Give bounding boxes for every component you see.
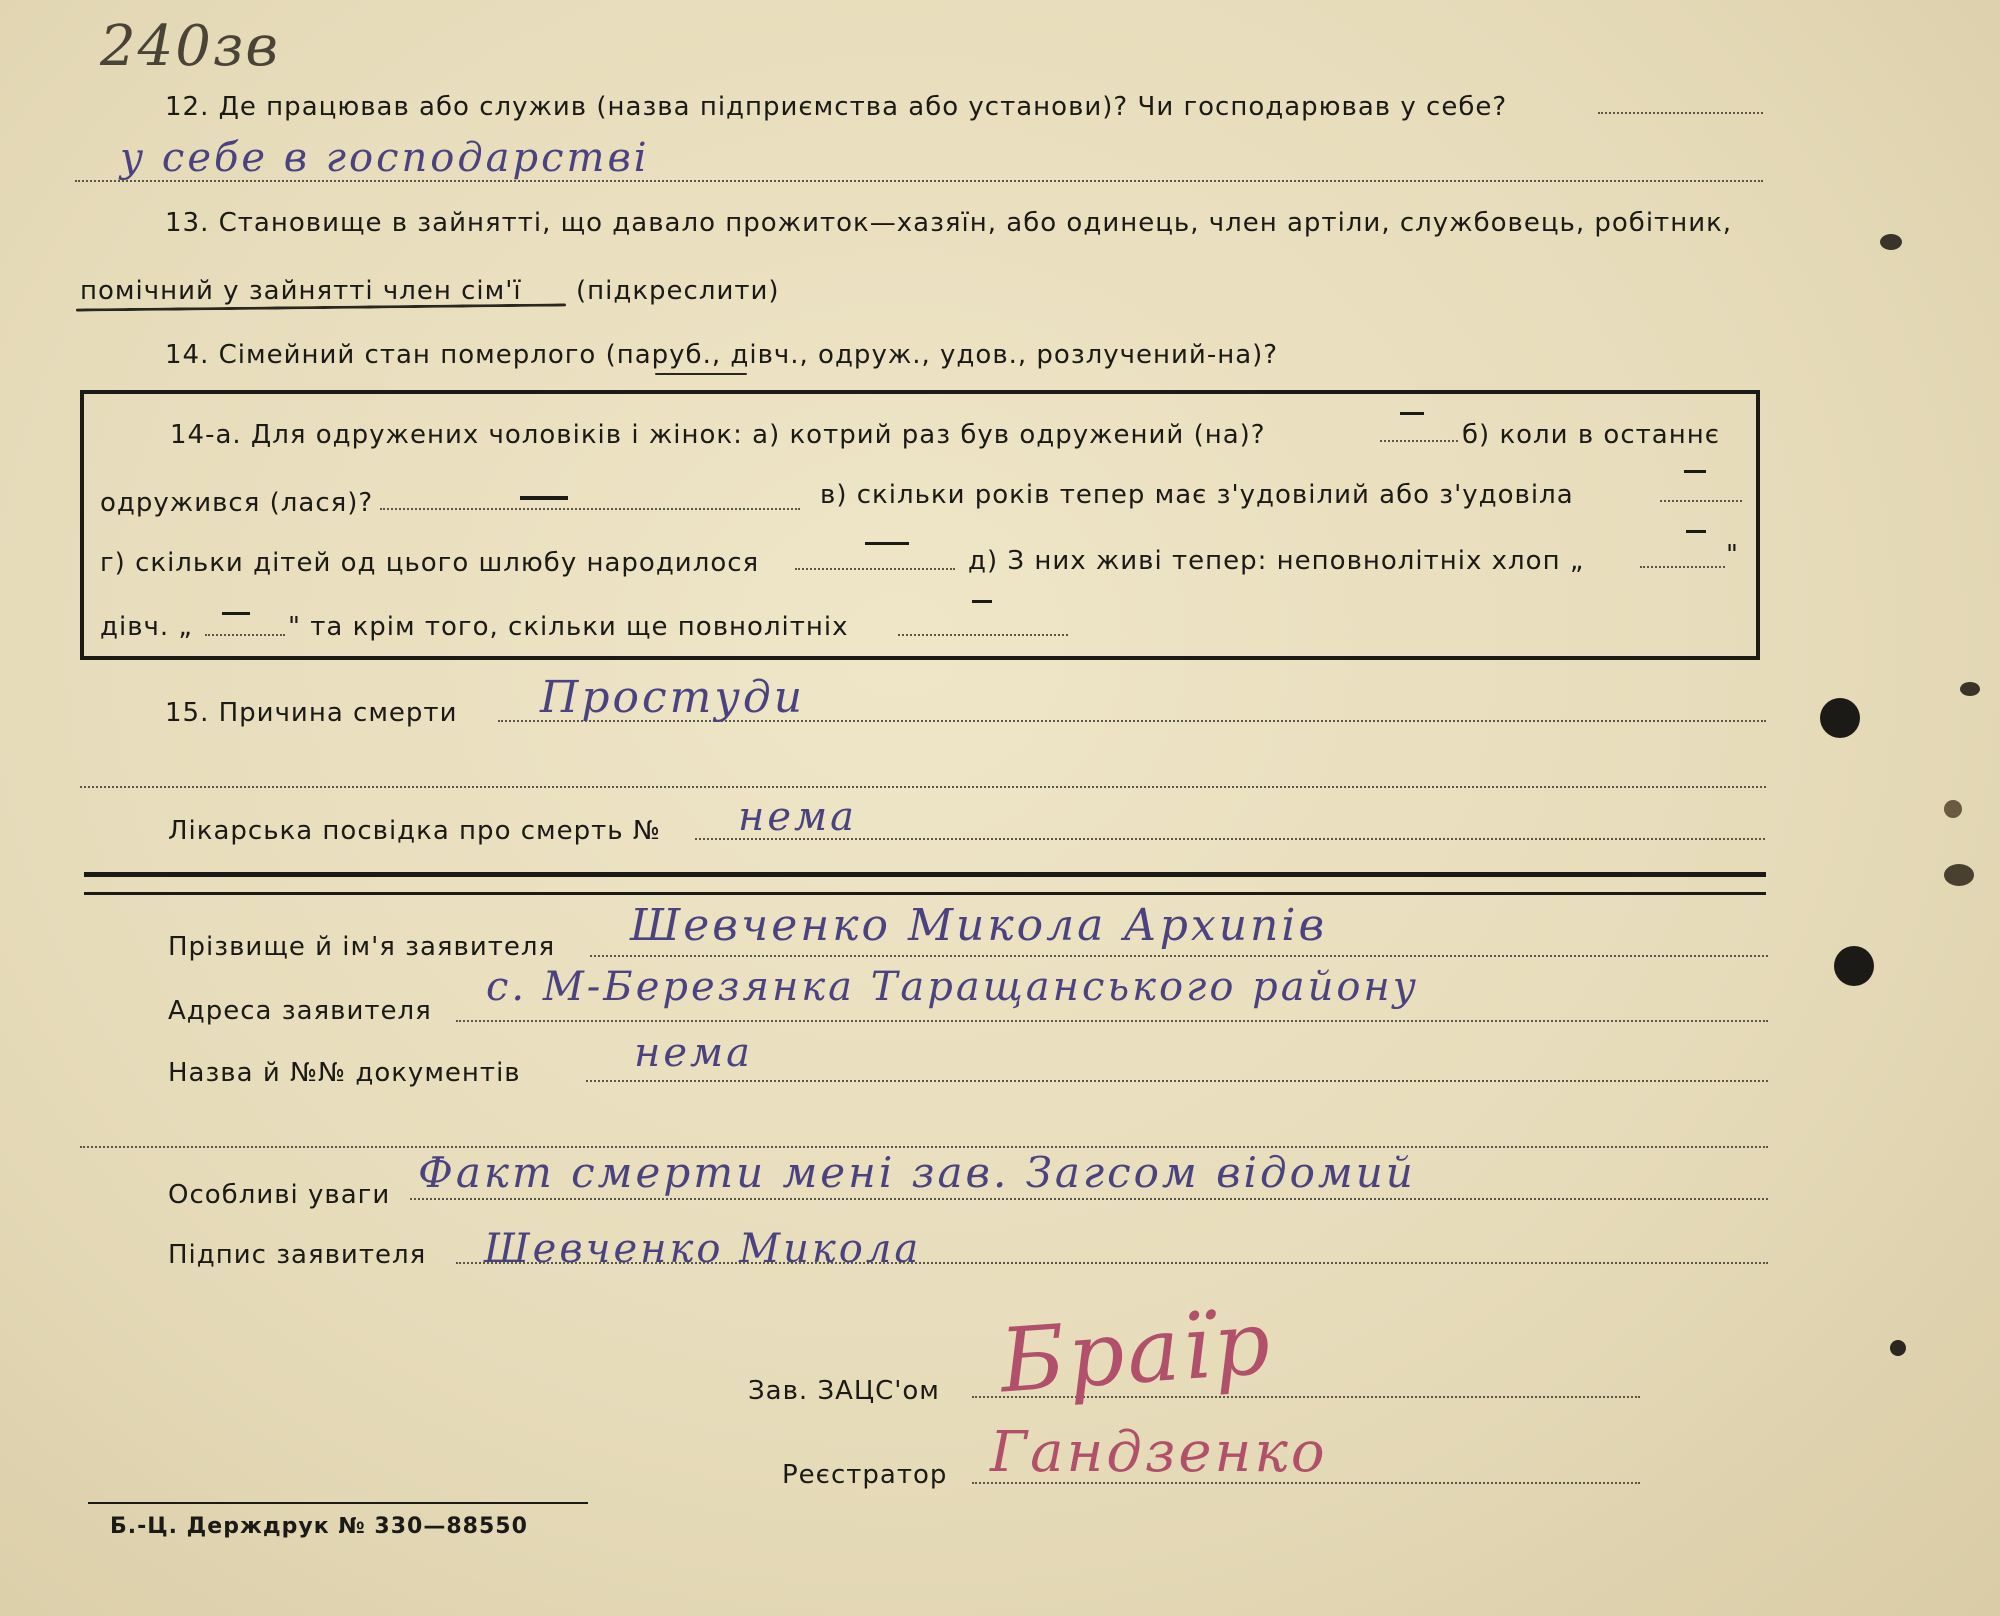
q14a-dots-2b — [1660, 500, 1742, 502]
applicant-name-value: Шевченко Микола Архипів — [630, 900, 1328, 951]
q14a-dots-2 — [380, 508, 800, 510]
binding-hole — [1820, 698, 1860, 738]
archive-number: 240зв — [100, 14, 281, 79]
signature-label: Підпис заявителя — [168, 1240, 427, 1270]
footer-rule — [88, 1502, 588, 1504]
q14a-line4-b: " та крім того, скільки ще повнолітніх — [288, 612, 849, 642]
registrar-label: Реєстратор — [782, 1460, 948, 1490]
q12-dotted-line — [1598, 112, 1763, 114]
q15-label: 15. Причина смерти — [165, 698, 458, 728]
q14a-dots-4b — [898, 634, 1068, 636]
q14-label — [165, 340, 1278, 370]
applicant-name-label: Прізвище й ім'я заявителя — [168, 932, 556, 962]
medical-answer: нема — [738, 794, 858, 840]
q13-underlined-option: помічний у зайнятті член сім'ї — [80, 276, 522, 306]
q14a-dash-4b — [972, 600, 992, 603]
q14a-dots-3 — [795, 568, 955, 570]
q14a-dash-1 — [1400, 412, 1424, 415]
q14a-line4-a: дівч. „ — [100, 612, 193, 642]
notes-value: Факт смерти мені зав. Загсом відомий — [418, 1148, 1416, 1197]
q14a-dots-4 — [205, 634, 285, 636]
notes-label: Особливі уваги — [168, 1180, 391, 1210]
section-divider-bottom — [84, 892, 1766, 895]
q14a-line1-b: б) коли в останнє — [1462, 420, 1720, 450]
q14-underlined: паруб. — [616, 340, 712, 370]
q14a-dash-3b — [1686, 530, 1706, 533]
wear-mark — [1880, 234, 1902, 250]
medical-label: Лікарська посвідка про смерть № — [168, 816, 661, 846]
q14-underline — [655, 373, 747, 375]
applicant-docs-line — [586, 1080, 1768, 1082]
q14a-line2-a: одружився (лася)? — [100, 488, 374, 518]
q14a-dash-2b — [1684, 470, 1706, 473]
q14a-dots-3b — [1640, 566, 1725, 568]
q14a-line3-c: " — [1726, 540, 1739, 570]
wear-mark — [1960, 682, 1980, 696]
q14a-line2-b: в) скільки років тепер має з'удовілий або з'удовіла — [820, 480, 1574, 510]
applicant-docs-value: нема — [634, 1030, 754, 1076]
q14a-dash-2 — [520, 496, 568, 500]
applicant-name-line — [590, 955, 1768, 957]
q14a-dots-1 — [1380, 440, 1458, 442]
head-signature: Браїр — [996, 1290, 1277, 1413]
applicant-docs-label: Назва й №№ документів — [168, 1058, 521, 1088]
q15-answer: Простуди — [540, 672, 806, 723]
printer-imprint: Б.-Ц. Держдрук № 330—88550 — [110, 1514, 528, 1539]
q14a-dash-4 — [222, 612, 250, 615]
q14a-line1-a: 14-а. Для одружених чоловіків і жінок: а) котрий раз був одружений (на)? — [170, 420, 1266, 450]
applicant-address-line — [456, 1020, 1768, 1022]
applicant-signature: Шевченко Микола — [484, 1226, 922, 1272]
q15-extra-line — [80, 786, 1766, 788]
q14a-line3-a: г) скільки дітей од цього шлюбу народилося — [100, 548, 760, 578]
q14a-line3-b: д) З них живі тепер: неповнолітніх хлоп „ — [968, 546, 1585, 576]
q12-answer: у себе в господарстві — [120, 135, 650, 181]
wear-mark — [1944, 800, 1962, 818]
q14a-dash-3 — [865, 542, 909, 545]
q13-label: 13. Становище в зайнятті, що давало прожиток—хазяїн, або одинець, член артіли, службовець, робітник, — [165, 208, 1733, 238]
q14-rest: , дівч., одруж., удов., розлучений-на)? — [711, 340, 1279, 370]
registrar-signature: Гандзенко — [990, 1420, 1328, 1485]
section-divider-top — [84, 872, 1766, 877]
q13-note: (підкреслити) — [576, 276, 780, 306]
q14-prefix: 14. Сімейний стан померлого ( — [165, 340, 617, 370]
applicant-address-label: Адреса заявителя — [168, 996, 432, 1026]
applicant-address-value: с. М-Березянка Таращанського району — [486, 964, 1419, 1010]
q12-label: 12. Де працював або служив (назва підприємства або установи)? Чи господарював у себе? — [165, 92, 1508, 122]
head-label: Зав. ЗАЦС'ом — [748, 1376, 940, 1406]
wear-mark — [1944, 864, 1974, 886]
binding-hole — [1834, 946, 1874, 986]
notes-line — [410, 1198, 1768, 1200]
wear-mark — [1890, 1340, 1906, 1356]
